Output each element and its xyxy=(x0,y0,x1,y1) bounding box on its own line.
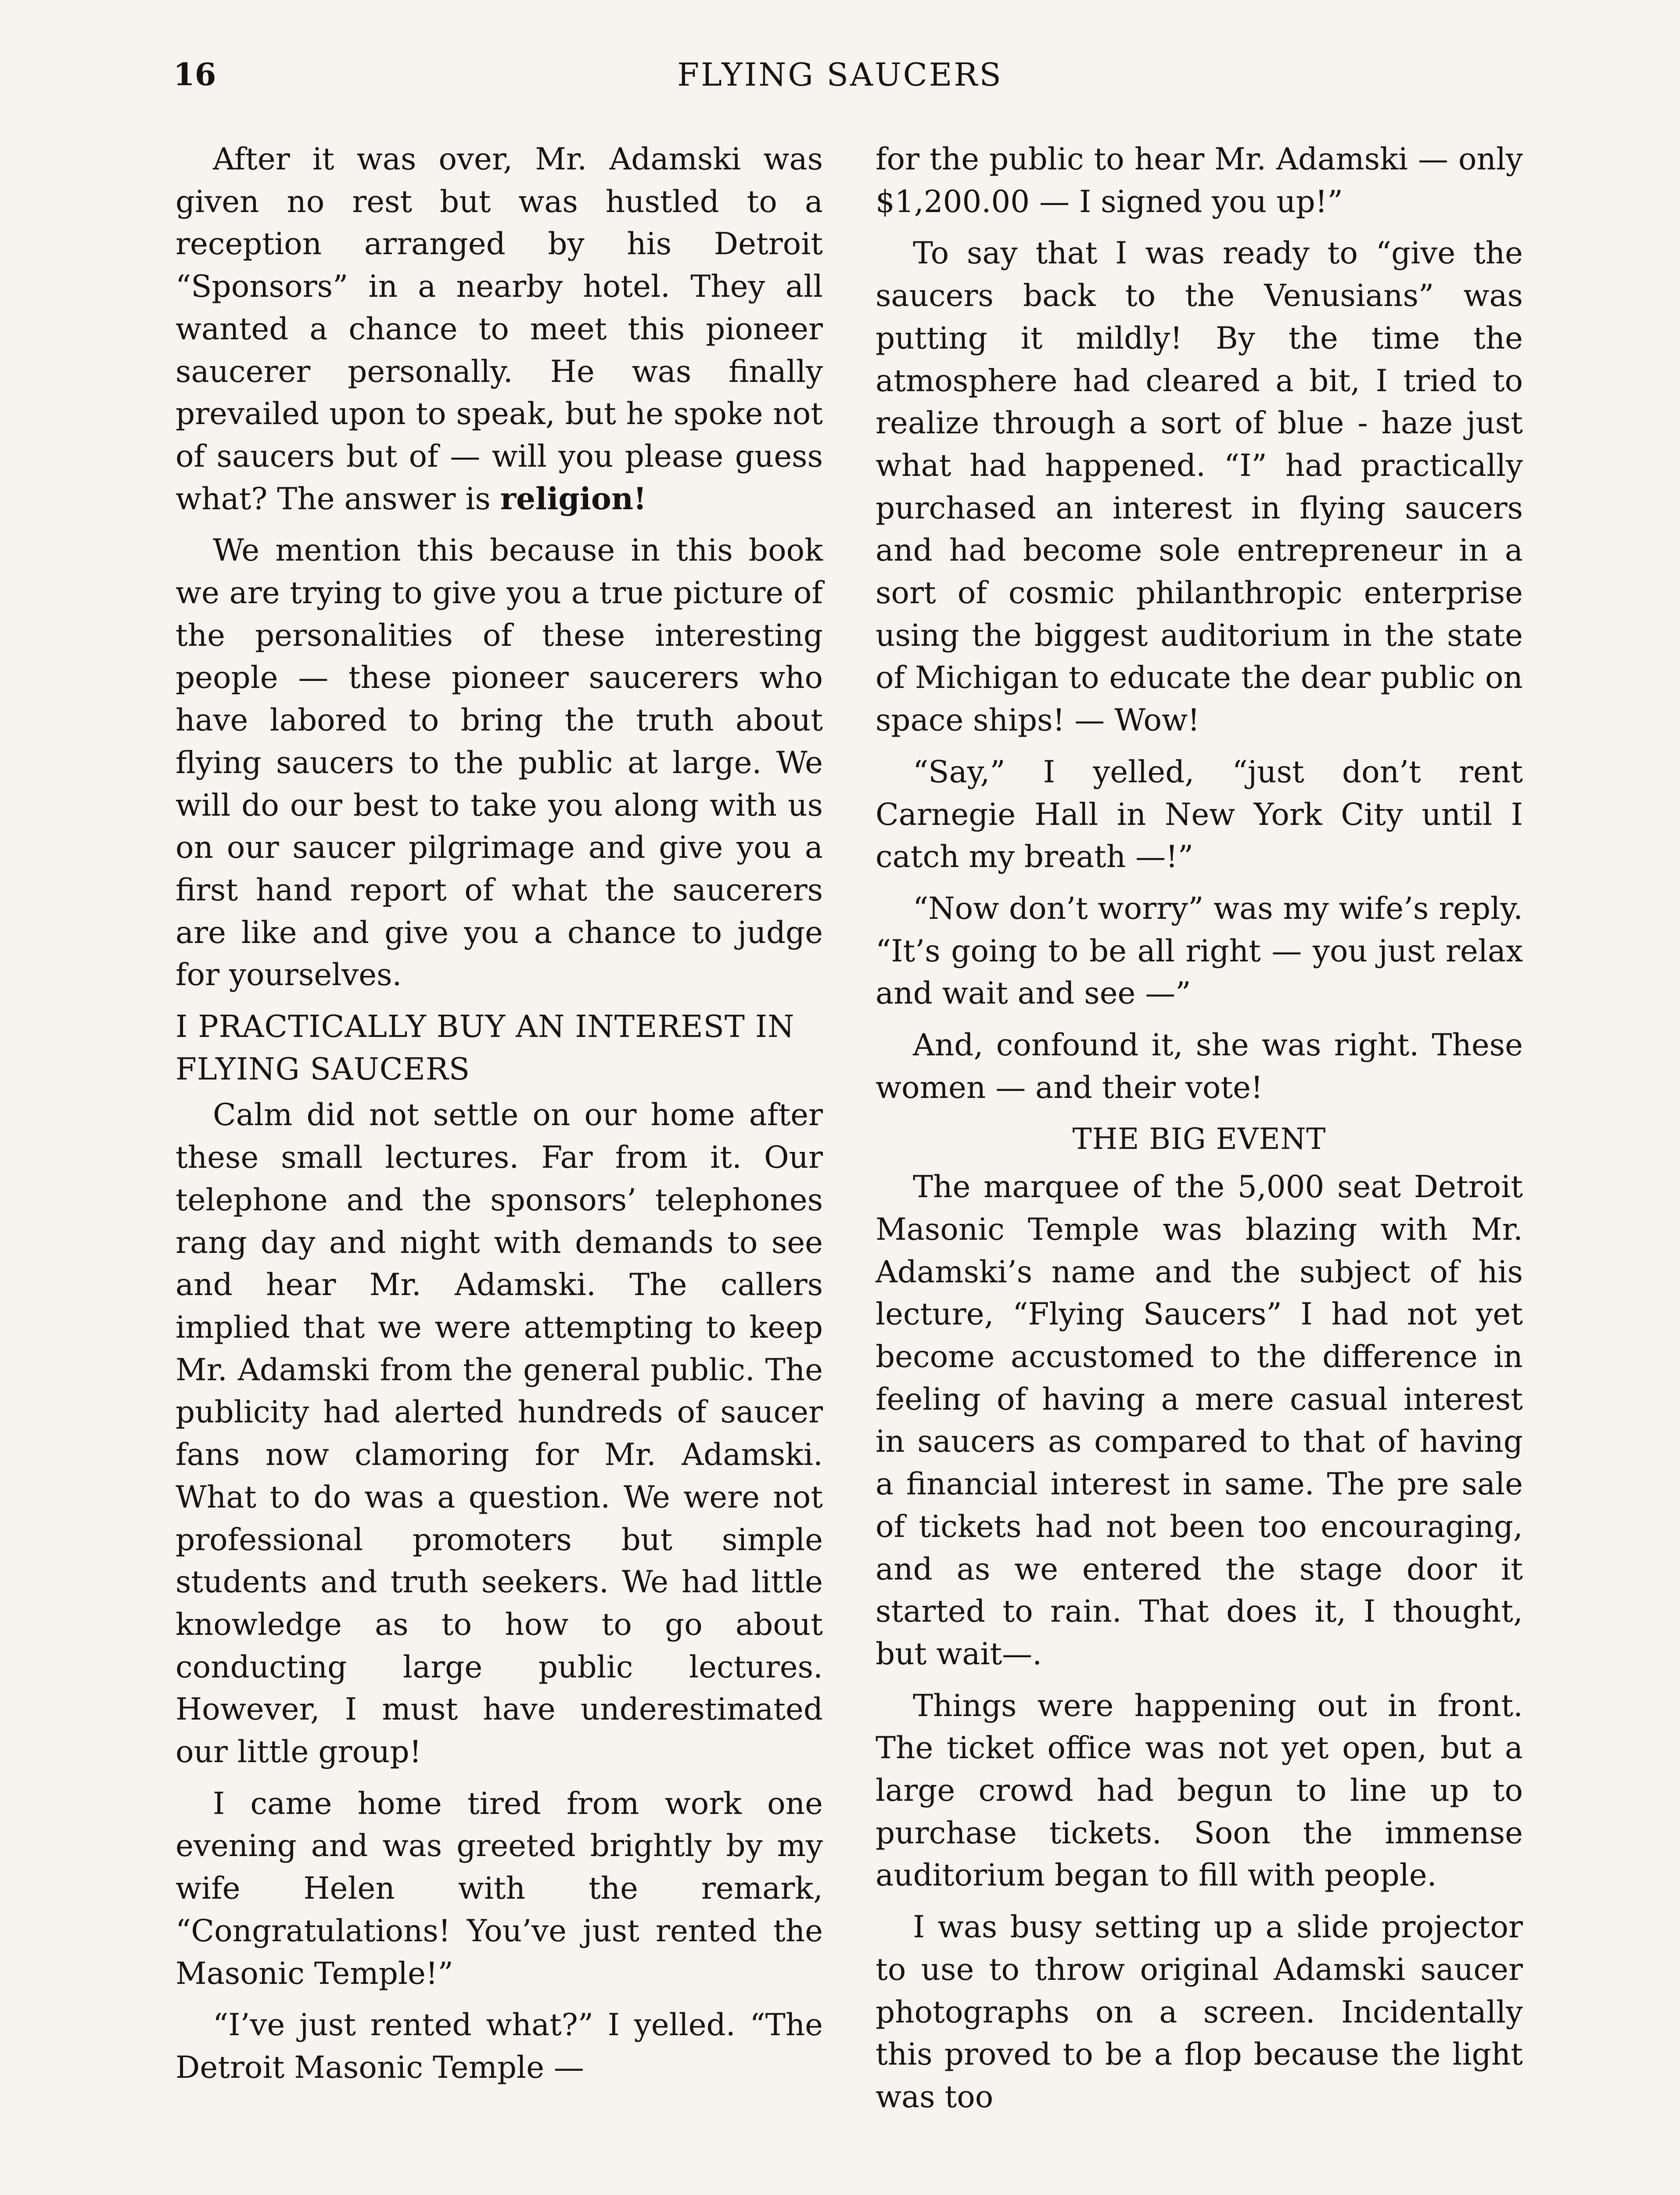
paragraph-text: After it was over, Mr. Adamski was given no rest but was hustled to a reception arranged by his Detroit “Sponsors” in a nearby hotel. They all wanted a chance to meet this pioneer saucerer personally. He was finally prevailed upon to speak, but he spoke not of saucers but of — will you please guess what? The answer is xyxy=(176,142,823,517)
paragraph: We mention this because in this book we are trying to give you a true picture of the personalities of these interesting people — these pioneer saucerers who have labored to bring the truth about flying saucers to the public at large. We will do our best to take you along with us on our saucer pilgrimage and give you a first hand report of what the saucerers are like and give you a chance to judge for yourselves. xyxy=(176,533,823,993)
paragraph: I came home tired from work one evening and was greeted brightly by my wife Helen with the remark, “Congratulations! You’ve just rented the Masonic Temple!” xyxy=(176,1786,823,1991)
page-header xyxy=(0,50,1680,99)
section-heading: THE BIG EVENT xyxy=(1072,1122,1326,1156)
paragraph: “Say,” I yelled, “just don’t rent Carnegie Hall in New York City until I catch my breath —!” xyxy=(876,754,1523,875)
paragraph: I was busy setting up a slide projector to use to throw original Adamski saucer photographs on a screen. Incidentally this proved to be a flop because the light was too xyxy=(876,1910,1523,2115)
paragraph: To say that I was ready to “give the saucers back to the Venusians” was putting it mildly! By the time the atmosphere had cleared a bit, I tried to realize through a sort of blue - haze just what had happened. “I” had practically purchased an interest in flying saucers and had become sole entrepreneur in a sort of cosmic philanthropic enterprise using the biggest auditorium in the state of Michigan to educate the dear public on space ships! — Wow! xyxy=(876,236,1523,738)
right-column xyxy=(876,138,1523,2128)
page-number: 16 xyxy=(173,56,216,93)
paragraph: The marquee of the 5,000 seat Detroit Masonic Temple was blazing with Mr. Adamski’s name and the subject of his lecture, “Flying Saucers” I had not yet become accustomed to the difference in feeling of having a mere casual interest in saucers as compared to that of having a financial interest in same. The pre sale of tickets had not been too encouraging, and as we entered the stage door it started to rain. That does it, I thought, but wait—. xyxy=(876,1169,1523,1672)
running-title: FLYING SAUCERS xyxy=(677,56,1003,93)
paragraph: “Now don’t worry” was my wife’s reply. “It’s going to be all right — you just relax and wait and see —” xyxy=(876,891,1523,1011)
paragraph: Things were happening out in front. The ticket office was not yet open, but a large crowd had begun to line up to purchase tickets. Soon the immense auditorium began to fill with people. xyxy=(876,1688,1523,1893)
paragraph: “I’ve just rented what?” I yelled. “The Detroit Masonic Temple — xyxy=(176,2008,823,2085)
paragraph: for the public to hear Mr. Adamski — only $1,200.00 — I signed you up!” xyxy=(876,142,1523,220)
emphasis-text: religion! xyxy=(500,481,647,517)
section-heading: I PRACTICALLY BUY AN INTEREST IN FLYING SAUCERS xyxy=(176,1009,795,1087)
left-column xyxy=(176,138,823,2098)
paragraph: And, confound it, she was right. These women — and their vote! xyxy=(876,1028,1523,1105)
paragraph xyxy=(176,138,823,520)
paragraph: Calm did not settle on our home after these small lectures. Far from it. Our telephone and the sponsors’ telephones rang day and night with demands to see and hear Mr. Adamski. The callers implied that we were attempting to keep Mr. Adamski from the general public. The publicity had alerted hundreds of saucer fans now clamoring for Mr. Adamski. What to do was a question. We were not professional promoters but simple students and truth seekers. We had little knowledge as to how to go about conducting large public lectures. However, I must have underestimated our little group! xyxy=(176,1098,823,1770)
